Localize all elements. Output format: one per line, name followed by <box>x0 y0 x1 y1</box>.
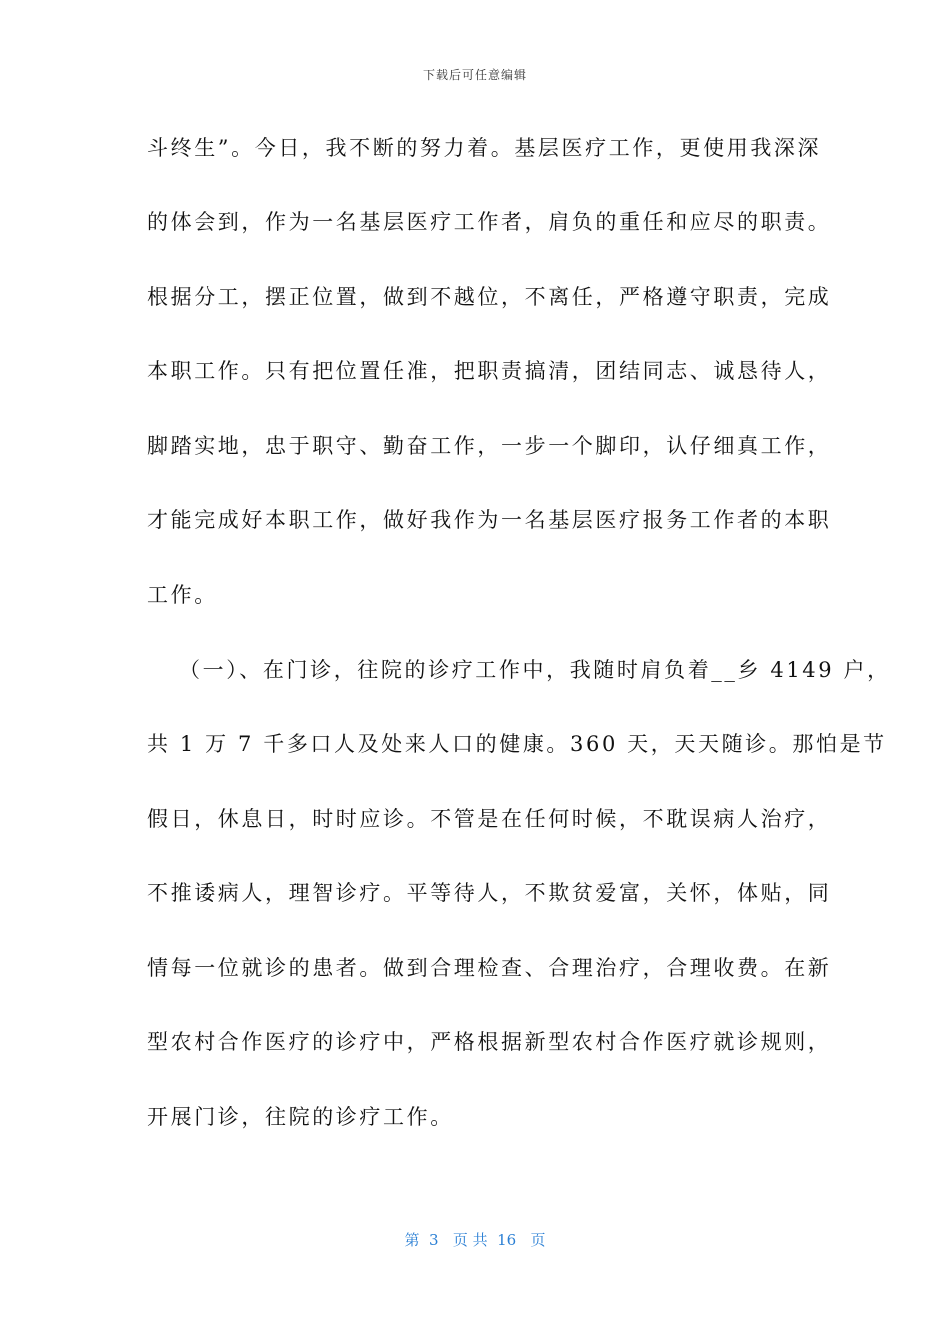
text-line: 工作。 <box>147 583 218 607</box>
text-line: 共 1 万 7 千多口人及处来人口的健康。360 天，天天随诊。那怕是节 <box>147 732 887 756</box>
text-line: 假日，休息日，时时应诊。不管是在任何时候，不耽误病人治疗， <box>147 807 832 831</box>
text-line: 斗终生”。今日，我不断的努力着。基层医疗工作，更使用我深深 <box>147 136 822 160</box>
page-number: 第 3 页 共 16 页 <box>404 1231 546 1249</box>
page-header: 下载后可任意编辑 <box>422 68 527 82</box>
text-line: 的体会到，作为一名基层医疗工作者，肩负的重任和应尽的职责。 <box>147 210 832 234</box>
text-line: 根据分工，摆正位置，做到不越位，不离任，严格遵守职责，完成 <box>147 285 832 309</box>
text-line: 才能完成好本职工作，做好我作为一名基层医疗报务工作者的本职 <box>147 508 832 532</box>
text-line: 脚踏实地，忠于职守、勤奋工作，一步一个脚印，认仔细真工作， <box>147 434 832 458</box>
text-line: 本职工作。只有把位置任准，把职责搞清，团结同志、诚恳待人， <box>147 359 832 383</box>
text-line: 不推诿病人，理智诊疗。平等待人，不欺贫爱富，关怀，体贴，同 <box>147 881 832 905</box>
text-line: 开展门诊，往院的诊疗工作。 <box>147 1105 454 1129</box>
text-line: 型农村合作医疗的诊疗中，严格根据新型农村合作医疗就诊规则， <box>147 1030 832 1054</box>
text-line: 情每一位就诊的患者。做到合理检查、合理治疗，合理收费。在新 <box>147 956 832 980</box>
paragraph-first-line: （一）、在门诊，往院的诊疗工作中，我随时肩负着__乡 4149 户， <box>179 658 891 682</box>
